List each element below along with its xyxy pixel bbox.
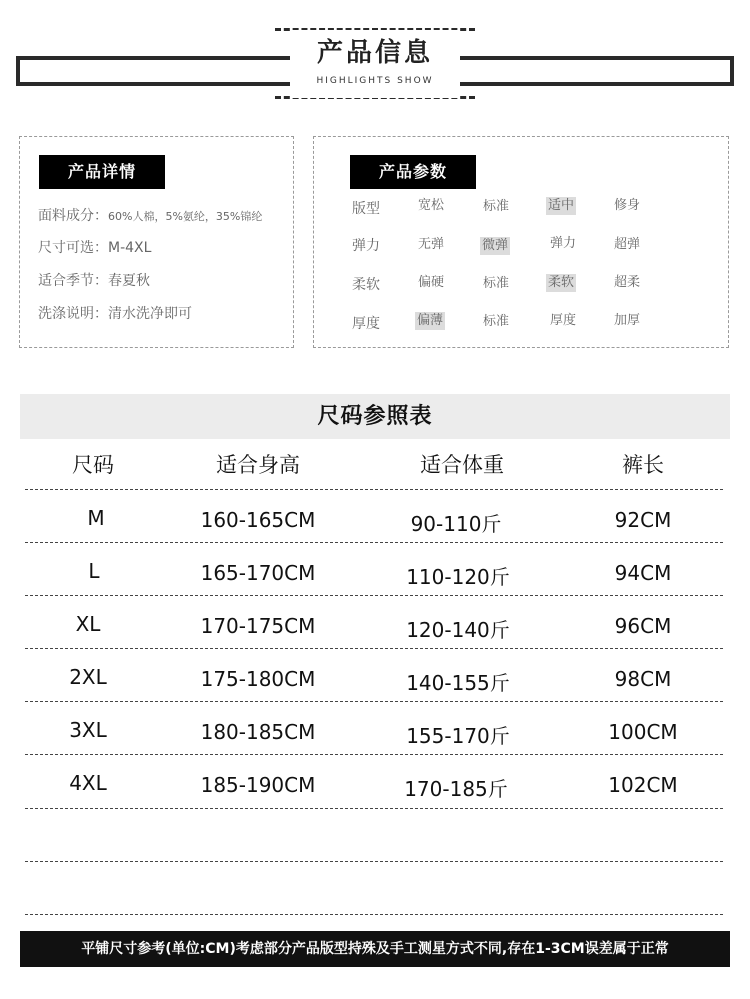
param-head: 柔软 [352, 277, 380, 293]
detail-row-sizes [38, 237, 151, 257]
table-cell-length: 96CM [614, 614, 672, 638]
detail-label: 尺寸可选： [38, 240, 108, 256]
param-option: 厚度 [550, 313, 577, 328]
table-cell-length: 102CM [608, 773, 678, 797]
table-cell-size: 2XL [69, 665, 107, 689]
table-cell-size: 4XL [69, 771, 107, 795]
table-cell-height: 185-190CM [200, 773, 316, 797]
param-option-selected: 适中 [548, 198, 575, 213]
table-cell-height: 175-180CM [200, 667, 316, 691]
product-details-box [19, 136, 294, 348]
table-cell-weight: 90-110斤 [410, 512, 502, 536]
header-title-block [290, 30, 460, 98]
param-option: 超柔 [614, 275, 641, 290]
table-cell-size: M [87, 506, 105, 530]
param-option: 标准 [483, 276, 510, 291]
param-option: 修身 [614, 198, 641, 213]
detail-row-washing [38, 303, 192, 323]
table-cell-weight: 155-170斤 [406, 724, 510, 748]
param-option: 超弹 [614, 237, 641, 252]
table-cell-size: L [88, 559, 100, 583]
detail-row-fabric [38, 205, 262, 225]
param-head: 弹力 [352, 238, 380, 254]
product-params-box [313, 136, 729, 348]
table-cell-weight: 140-155斤 [406, 671, 510, 695]
page-subtitle: HIGHLIGHTS SHOW [316, 76, 434, 86]
table-cell-height: 165-170CM [200, 561, 316, 585]
param-head: 厚度 [352, 316, 380, 332]
table-cell-height: 180-185CM [200, 720, 316, 744]
measurement-note: 平铺尺寸参考(单位:CM)考虑部分产品版型持殊及手工测星方式不同,存在1-3CM误差属于正常 [20, 931, 730, 967]
detail-label: 面料成分： [38, 208, 108, 224]
table-cell-weight: 110-120斤 [406, 565, 510, 589]
table-cell-length: 94CM [614, 561, 672, 585]
detail-value: M-4XL [108, 240, 152, 256]
param-option-selected: 偏薄 [417, 313, 444, 328]
table-cell-weight: 170-185斤 [404, 777, 508, 801]
param-option-selected: 微弹 [482, 238, 509, 253]
table-divider [25, 914, 723, 915]
detail-value: 春夏秋 [108, 273, 150, 289]
param-option: 标准 [483, 314, 510, 329]
table-cell-size: 3XL [69, 718, 107, 742]
table-cell-weight: 120-140斤 [406, 618, 510, 642]
table-cell-length: 100CM [608, 720, 678, 744]
param-option: 偏硬 [418, 275, 445, 290]
param-option: 加厚 [614, 313, 641, 328]
table-cell-length: 92CM [614, 508, 672, 532]
table-cell-size: XL [75, 612, 101, 636]
table-divider [25, 701, 723, 702]
detail-value: 60%人棉，5%氨纶，35%锦纶 [108, 210, 263, 223]
product-details-tag: 产品详情 [39, 155, 165, 189]
param-option: 无弹 [418, 237, 445, 252]
table-divider [25, 861, 723, 862]
detail-row-season [38, 270, 150, 290]
table-divider [25, 808, 723, 809]
param-head: 版型 [352, 201, 380, 217]
table-cell-length: 98CM [614, 667, 672, 691]
product-params-tag: 产品参数 [350, 155, 476, 189]
detail-label: 适合季节： [38, 273, 108, 289]
param-option: 宽松 [418, 198, 445, 213]
detail-label: 洗涤说明： [38, 306, 108, 322]
column-header-length: 裤长 [622, 453, 664, 477]
param-option: 标准 [483, 199, 510, 214]
table-divider [25, 754, 723, 755]
table-cell-height: 160-165CM [200, 508, 316, 532]
param-option-selected: 柔软 [548, 275, 575, 290]
column-header-size: 尺码 [72, 453, 114, 477]
table-divider [25, 489, 723, 490]
page-title: 产品信息 [316, 38, 433, 68]
table-divider [25, 648, 723, 649]
param-option: 弹力 [550, 236, 577, 251]
column-header-height: 适合身高 [216, 453, 300, 477]
detail-value: 清水洗净即可 [108, 306, 192, 322]
table-divider [25, 595, 723, 596]
table-divider [25, 542, 723, 543]
size-chart-title: 尺码参照表 [20, 394, 730, 439]
column-header-weight: 适合体重 [420, 453, 504, 477]
table-cell-height: 170-175CM [200, 614, 316, 638]
